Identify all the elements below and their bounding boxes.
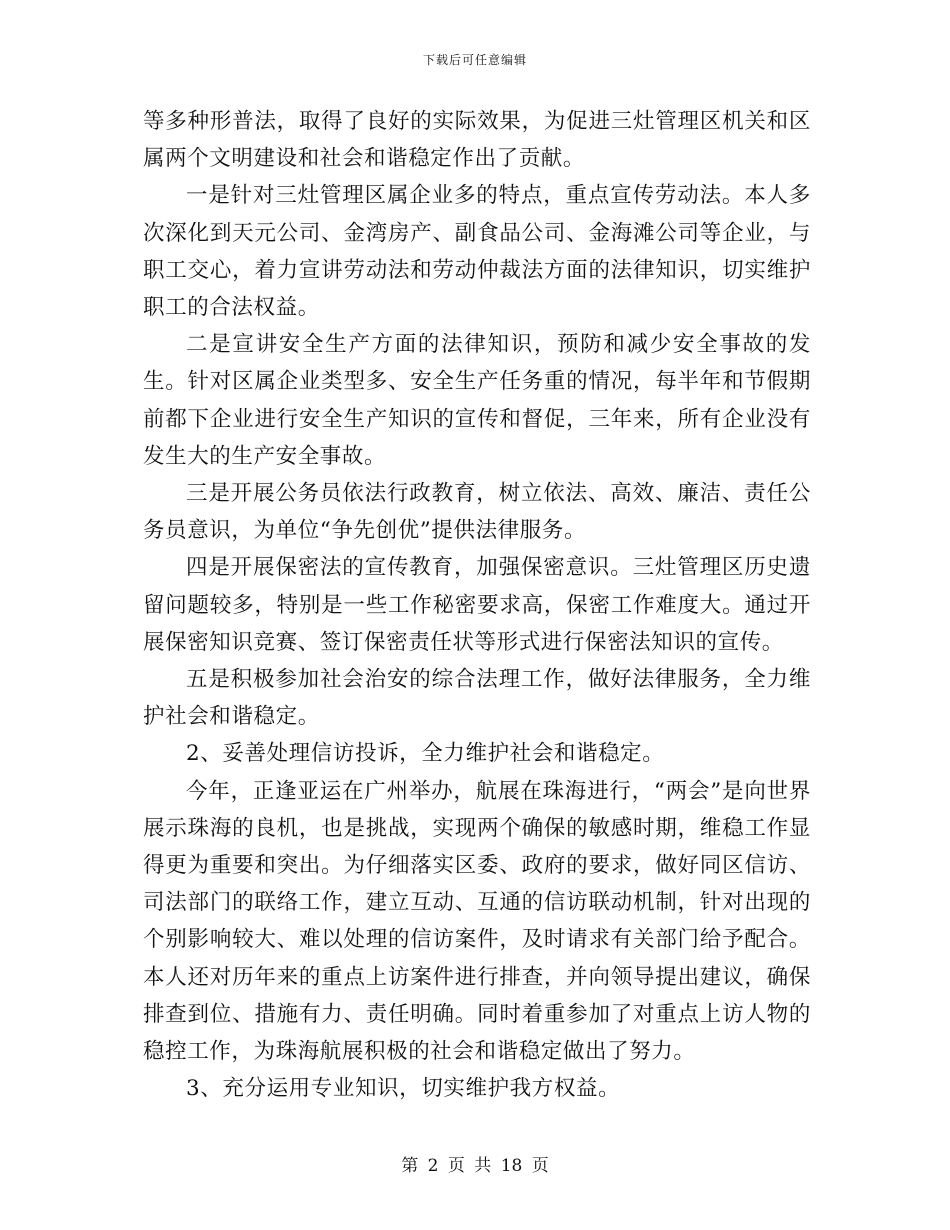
section-heading: 3、充分运用专业知识，切实维护我方权益。 <box>186 1076 621 1102</box>
paragraph: 四是开展保密法的宣传教育，加强保密意识。三灶管理区历史遗留问题较多，特别是一些工作秘密要求高，保密工作难度大。通过开展保密知识竞赛、签订保密责任状等形式进行保密法知识的宣传。 <box>143 555 811 655</box>
page-number-footer: 第 2 页 共 18 页 <box>401 1156 549 1176</box>
document-body <box>143 103 811 1107</box>
paragraph: 一是针对三灶管理区属企业多的特点，重点宣传劳动法。本人多次深化到天元公司、金湾房产、副食品公司、金海滩公司等企业，与职工交心，着力宣讲劳动法和劳动仲裁法方面的法律知识，切实维护职工的合法权益。 <box>143 183 811 321</box>
page-header: 下载后可任意编辑 <box>422 53 527 67</box>
paragraph: 二是宣讲安全生产方面的法律知识，预防和减少安全事故的发生。针对区属企业类型多、安全生产任务重的情况，每半年和节假期前都下企业进行安全生产知识的宣传和督促，三年来，所有企业没有发生大的生产安全事故。 <box>143 332 811 469</box>
paragraph: 五是积极参加社会治安的综合法理工作，做好法律服务，全力维护社会和谐稳定。 <box>143 667 811 730</box>
paragraph: 今年，正逢亚运在广州举办，航展在珠海进行，“两会”是向世界展示珠海的良机，也是挑战，实现两个确保的敏感时期，维稳工作显得更为重要和突出。为仔细落实区委、政府的要求，做好同区信访、司法部门的联络工作，建立互动、互通的信访联动机制，针对出现的个别影响较大、难以处理的信访案件，及时请求有关部门给予配合。本人还对历年来的重点上访案件进行排查，并向领导提出建议，确保排查到位、措施有力、责任明确。同时着重参加了对重点上访人物的稳控工作，为珠海航展积极的社会和谐稳定做出了努力。 <box>143 778 811 1065</box>
paragraph: 等多种形普法，取得了良好的实际效果，为促进三灶管理区机关和区属两个文明建设和社会和谐稳定作出了贡献。 <box>143 109 811 172</box>
section-heading: 2、妥善处理信访投诉，全力维护社会和谐稳定。 <box>186 741 665 767</box>
paragraph: 三是开展公务员依法行政教育，树立依法、高效、廉洁、责任公务员意识，为单位“争先创优”提供法律服务。 <box>143 481 811 544</box>
